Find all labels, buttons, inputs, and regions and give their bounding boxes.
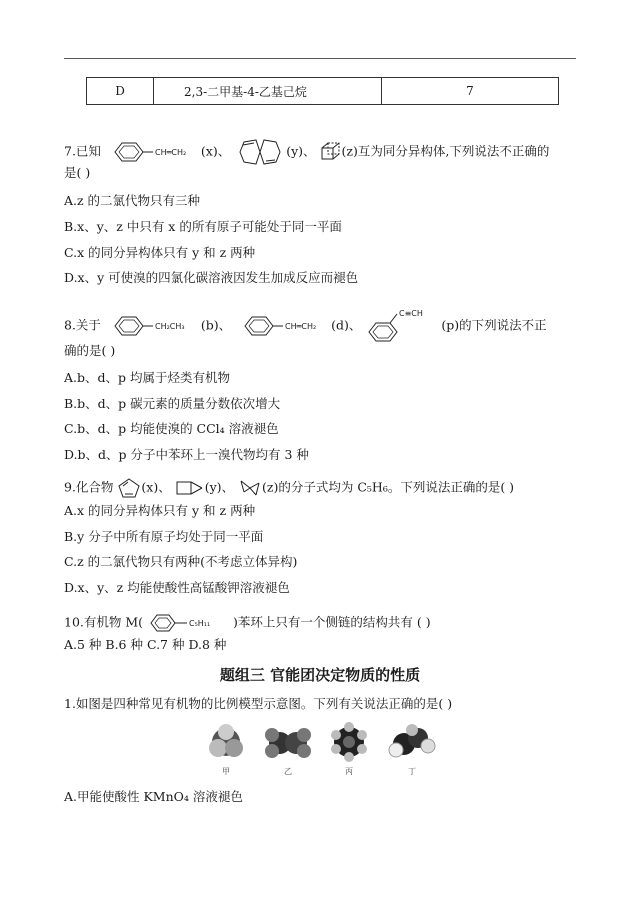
phenylacetylene-structure	[365, 306, 441, 346]
table-cell-name: 2,3-二甲基-4-乙基己烷	[154, 78, 382, 105]
q8-option-c: C.b、d、p 均能使溴的 CCl₄ 溶液褪色	[64, 421, 279, 436]
table-cell-count: 7	[382, 78, 559, 105]
styrene-structure	[105, 138, 201, 166]
model-label-ding: 丁	[408, 767, 416, 776]
q7-option-a: A.z 的二氯代物只有三种	[64, 193, 201, 208]
section-title: 题组三 官能团决定物质的性质	[219, 666, 421, 684]
s3q1-option-a: A.甲能使酸性 KMnO₄ 溶液褪色	[64, 789, 243, 804]
q8-option-a: A.b、d、p 均属于烃类有机物	[64, 370, 230, 385]
table-cell-option: D	[87, 78, 154, 105]
q8-continuation: 确的是( )	[64, 343, 116, 358]
svg-text:CH═CH₂: CH═CH₂	[154, 148, 187, 157]
q9-stem: 9.化合物 (x)、 (y)、 (z)的分子式均为 C₅H₆。下列说法正确的是( )	[64, 477, 514, 499]
model-methane	[209, 724, 243, 757]
ball-model-figure	[196, 716, 456, 776]
svg-text:CH═CH₂: CH═CH₂	[285, 322, 317, 331]
q8-option-b: B.b、d、p 碳元素的质量分数依次增大	[64, 396, 281, 411]
q8-stem: 8.关于 CH₂CH₃ (b)、 CH═CH₂ (d)、 C≡CH (p)的下列说法不正	[64, 306, 547, 342]
model-label-yi: 乙	[284, 767, 292, 776]
header-rule	[64, 58, 576, 59]
model-benzene	[331, 722, 367, 762]
q7-continuation: 是( )	[64, 165, 91, 180]
q10-stem: 10.有机物 M( C₅H₁₁ )苯环上只有一个侧链的结构共有 ( )	[64, 611, 431, 635]
q9-option-b: B.y 分子中所有原子均处于同一平面	[64, 529, 264, 544]
svg-text:C₅H₁₁: C₅H₁₁	[189, 619, 211, 628]
q7-option-c: C.x 的同分异构体只有 y 和 z 两种	[64, 245, 256, 260]
ethylbenzene-structure	[105, 312, 201, 340]
bicyclic-diene-structure	[234, 136, 286, 168]
spiro-structure	[238, 478, 262, 498]
cubane-like-structure	[320, 141, 342, 163]
q7-option-d: D.x、y 可使溴的四氯化碳溶液因发生加成反应而褪色	[64, 270, 359, 285]
answer-table	[86, 77, 559, 105]
svg-text:C≡CH: C≡CH	[399, 309, 424, 318]
styrene-structure-d	[235, 312, 331, 340]
model-label-bing: 丙	[345, 767, 353, 776]
q9-option-d: D.x、y、z 均能使酸性高锰酸钾溶液褪色	[64, 580, 290, 595]
model-ethylene	[265, 728, 311, 758]
methylenecyclobutene-structure	[175, 478, 205, 498]
q9-option-a: A.x 的同分异构体只有 y 和 z 两种	[64, 503, 256, 518]
cyclopentadiene-structure	[117, 477, 141, 499]
table-row	[87, 78, 559, 105]
q8-option-d: D.b、d、p 分子中苯环上一溴代物均有 3 种	[64, 447, 309, 462]
pentylbenzene-structure	[147, 611, 233, 635]
s3q1-stem: 1.如图是四种常见有机物的比例模型示意图。下列有关说法正确的是( )	[64, 696, 453, 711]
model-label-jia: 甲	[222, 767, 230, 776]
svg-text:CH₂CH₃: CH₂CH₃	[154, 322, 185, 331]
q10-options: A.5 种 B.6 种 C.7 种 D.8 种	[64, 637, 227, 652]
q7-stem: 7.已知 CH═CH₂ (x)、 (y)、 (z)互为同分异构体,下列说法不正确的	[64, 136, 549, 168]
model-ethanol	[389, 724, 435, 757]
q9-option-c: C.z 的二氯代物只有两种(不考虑立体异构)	[64, 554, 298, 569]
q7-option-b: B.x、y、z 中只有 x 的所有原子可能处于同一平面	[64, 219, 342, 234]
